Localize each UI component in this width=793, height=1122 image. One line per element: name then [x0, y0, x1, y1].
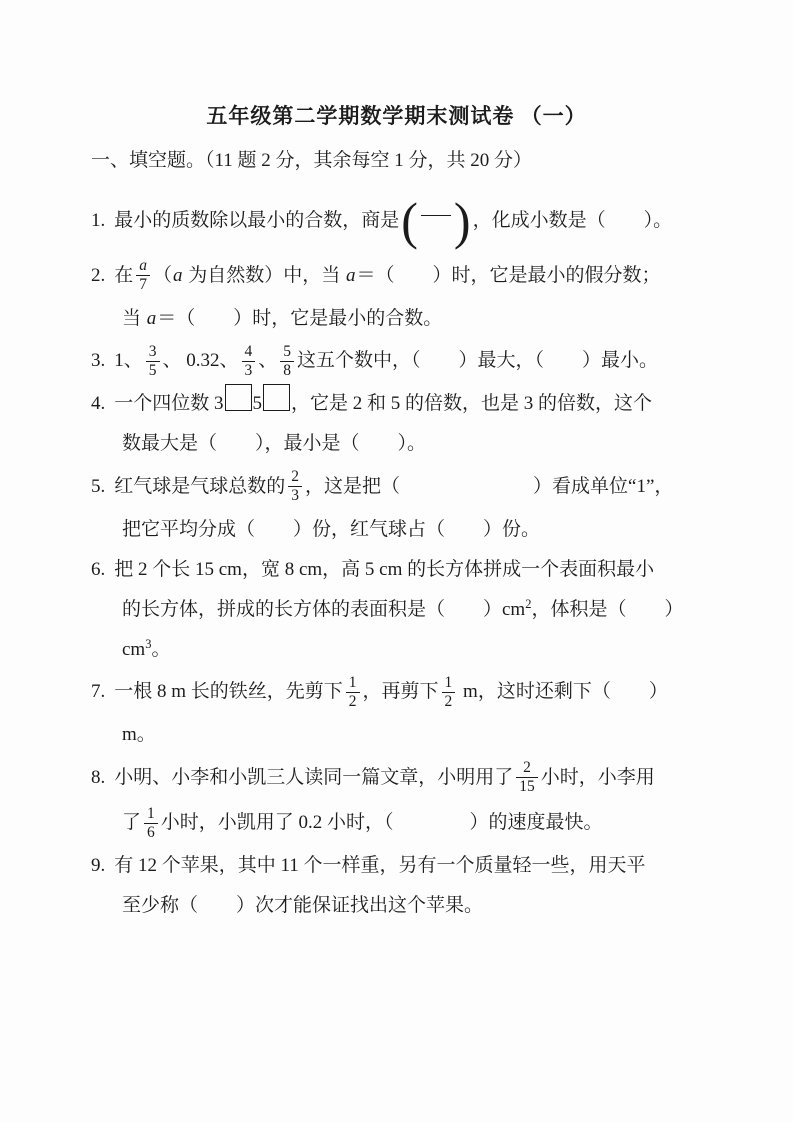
fraction [280, 344, 294, 380]
text-segment: 至少称（ ）次才能保证找出这个苹果。 [122, 895, 484, 917]
question-number: 8. [91, 766, 106, 788]
fraction-denominator: 3 [242, 361, 256, 379]
fraction-numerator: 1 [348, 673, 357, 691]
question-line [91, 469, 711, 505]
text-segment: 小时，小凯用了 0.2 小时，（ ）的速度最快。 [160, 812, 603, 834]
text-segment: 在 [114, 264, 134, 286]
fraction-numerator: 1 [444, 673, 453, 691]
fraction-numerator: 1 [147, 804, 155, 822]
question-number: 9. [91, 855, 106, 877]
question-line [91, 720, 711, 750]
fraction [288, 469, 302, 505]
text-segment: 为自然数）中，当 [183, 264, 346, 286]
question-4 [91, 389, 711, 459]
question-3 [91, 344, 711, 380]
question-line [91, 891, 711, 921]
math-variable: a [346, 264, 356, 286]
question-line [91, 258, 711, 294]
question-line [91, 675, 711, 711]
fraction-denominator: 3 [288, 486, 302, 504]
question-line [91, 389, 711, 419]
text-segment: 把 2 个长 15 cm，宽 8 cm，高 5 cm 的长方体拼成一个表面积最小 [114, 558, 655, 580]
fraction [242, 344, 256, 380]
text-segment: 一个四位数 3 [114, 393, 224, 415]
text-segment: 把它平均分成（ ）份，红气球占（ ）份。 [122, 518, 541, 540]
left-paren-glyph: ( [401, 191, 418, 251]
page-title: 五年级第二学期数学期末测试卷 （一） [206, 104, 587, 128]
question-line [91, 851, 711, 881]
fraction-denominator: 7 [136, 275, 150, 293]
fraction-denominator: 8 [280, 361, 294, 379]
section-heading: 一、填空题。（11 题 2 分，其余每空 1 分，共 20 分） [91, 150, 533, 171]
question-9 [91, 851, 711, 921]
question-number: 5. [91, 475, 106, 497]
text-segment: ，化成小数是（ ）。 [472, 210, 673, 231]
fraction [516, 760, 538, 796]
fraction-numerator: 5 [283, 342, 292, 360]
blank-box [263, 384, 290, 411]
question-number: 1. [91, 210, 106, 231]
superscript: 3 [145, 636, 152, 651]
text-segment: 数最大是（ ），最小是（ ）。 [122, 433, 427, 455]
text-segment: 这五个数中，（ ）最大，（ ）最小。 [297, 350, 659, 372]
fraction [442, 675, 456, 711]
question-line [91, 429, 711, 459]
text-segment: 一根 8 m 长的铁丝，先剪下 [114, 681, 343, 703]
fraction [146, 344, 160, 380]
question-line [91, 595, 711, 625]
question-line [91, 635, 711, 665]
text-segment: 最小的质数除以最小的合数，商是 [114, 210, 400, 231]
text-segment: 。 [151, 638, 171, 660]
text-segment: ，它是 2 和 5 的倍数，也是 3 的倍数，这个 [291, 393, 653, 415]
text-segment: m，这时还剩下（ ） [458, 681, 668, 703]
fraction-numerator: 3 [148, 342, 157, 360]
math-variable: a [146, 307, 157, 329]
fraction-denominator: 15 [516, 777, 538, 795]
superscript: 2 [525, 596, 532, 611]
question-line [91, 304, 711, 334]
text-segment: 5 [252, 393, 263, 415]
question-8 [91, 760, 711, 841]
question-2 [91, 258, 711, 334]
question-number: 7. [91, 681, 106, 703]
fraction-denominator: 6 [144, 823, 158, 841]
fraction [144, 806, 158, 842]
text-segment: （ [153, 264, 173, 286]
text-segment: 小明、小李和小凯三人读同一篇文章，小明用了 [114, 766, 514, 788]
fraction-bar [421, 215, 451, 216]
text-segment: m。 [122, 724, 156, 746]
text-segment: ，再剪下 [362, 681, 439, 703]
text-segment: 有 12 个苹果，其中 11 个一样重，另有一个质量轻一些，用天平 [114, 855, 646, 877]
fraction-numerator: 4 [244, 342, 253, 360]
fraction-denominator: 2 [346, 692, 360, 710]
text-segment: 1、 [114, 350, 143, 372]
text-segment: 了 [122, 812, 142, 834]
question-6 [91, 555, 711, 665]
question-number: 3. [91, 350, 106, 372]
question-5 [91, 469, 711, 545]
text-segment: 小时，小李用 [540, 766, 655, 788]
text-segment: ＝（ ）时，它是最小的假分数； [356, 264, 661, 286]
right-paren-glyph: ) [453, 191, 471, 251]
fraction-numerator: a [139, 257, 148, 274]
question-line [91, 760, 711, 796]
question-line [91, 344, 711, 380]
text-segment: ＝（ ）时，它是最小的合数。 [157, 307, 443, 329]
question-1 [91, 191, 711, 251]
fraction-denominator: 5 [146, 361, 160, 379]
fraction-numerator: 2 [291, 468, 300, 486]
text-segment: 、 0.32、 [162, 350, 239, 372]
text-segment: 、 [258, 350, 278, 372]
question-line [91, 515, 711, 545]
math-variable: a [173, 264, 183, 286]
text-segment: ，这是把（ ）看成单位“1”， [305, 475, 674, 497]
question-number: 6. [91, 558, 106, 580]
question-7 [91, 675, 711, 751]
fraction [136, 258, 150, 294]
fraction [346, 675, 360, 711]
question-number: 2. [91, 264, 106, 286]
question-line [91, 191, 711, 251]
questions [91, 191, 711, 921]
text-segment: ，体积是（ ） [531, 598, 684, 620]
question-line [91, 555, 711, 585]
text-segment: 当 [122, 307, 146, 329]
text-segment: 的长方体，拼成的长方体的表面积是（ ）cm [122, 598, 526, 620]
fraction-denominator: 2 [442, 692, 456, 710]
question-number: 4. [91, 393, 106, 415]
text-segment: cm [122, 638, 146, 660]
fraction-blank [401, 191, 471, 251]
question-line [91, 806, 711, 842]
paper-content [91, 146, 711, 931]
text-segment: 红气球是气球总数的 [114, 475, 286, 497]
blank-box [225, 384, 252, 411]
fraction-numerator: 2 [523, 759, 531, 777]
